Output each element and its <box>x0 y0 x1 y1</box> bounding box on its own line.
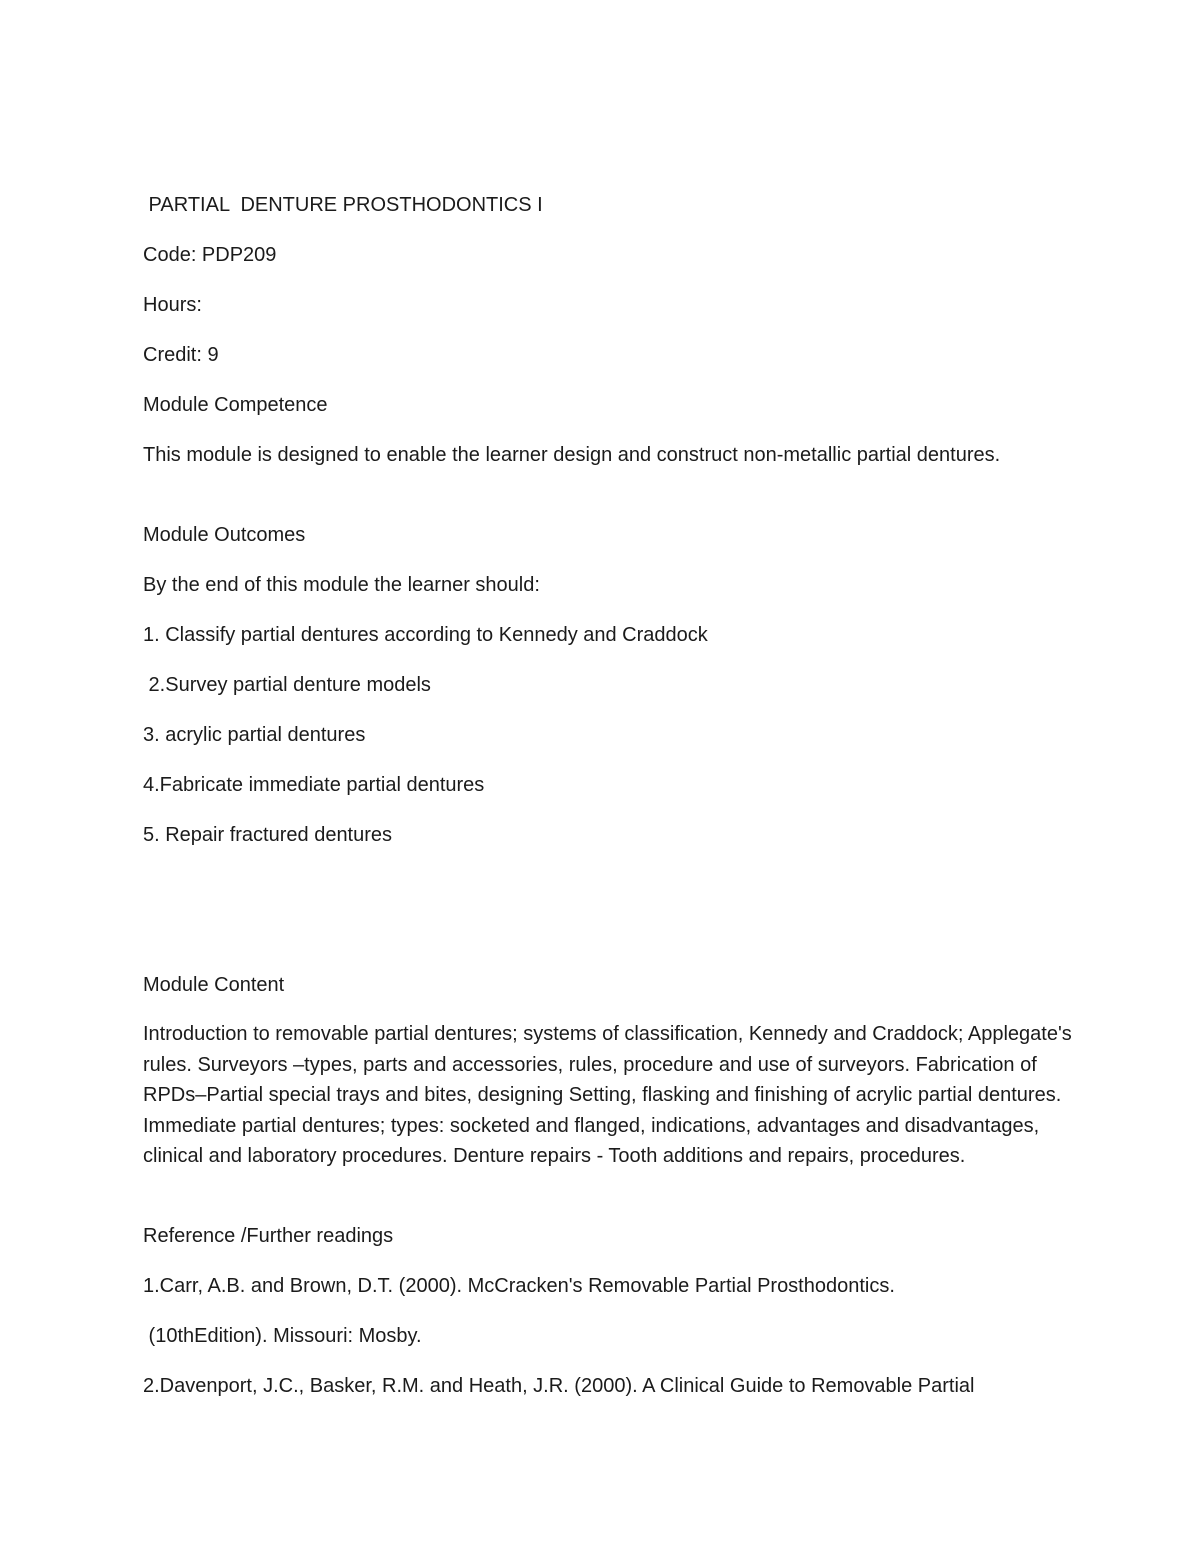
module-title: PARTIAL DENTURE PROSTHODONTICS I <box>143 194 543 216</box>
reference-item: 2.Davenport, J.C., Basker, R.M. and Heath, J.R. (2000). A Clinical Guide to Removable Partial <box>143 1375 975 1397</box>
outcome-item: 5. Repair fractured dentures <box>143 824 393 846</box>
reference-item: 1.Carr, A.B. and Brown, D.T. (2000). McCracken's Removable Partial Prosthodontics. <box>143 1275 895 1297</box>
module-hours: Hours: <box>143 294 202 316</box>
competence-heading: Module Competence <box>143 394 328 416</box>
content-heading: Module Content <box>143 974 285 996</box>
competence-text: This module is designed to enable the learner design and construct non-metallic partial dentures. <box>143 444 1001 466</box>
outcome-item: 1. Classify partial dentures according to Kennedy and Craddock <box>143 624 708 646</box>
module-credit: Credit: 9 <box>143 344 219 366</box>
outcome-item: 4.Fabricate immediate partial dentures <box>143 774 485 796</box>
outcome-item: 2.Survey partial denture models <box>143 674 431 696</box>
references-heading: Reference /Further readings <box>143 1225 394 1247</box>
module-code: Code: PDP209 <box>143 244 277 266</box>
content-text: Introduction to removable partial dentures; systems of classification, Kennedy and Craddock; Applegate's rules. Surveyors –types, parts and accessories, rules, procedure and use of surveyors. Fabrication of RPDs–Partial special trays and bites, designing Setting, flasking and finishing of acrylic partial dentures. Immediate partial dentures; types: socketed and flanged, indications, advantages and disadvantages, clinical and laboratory procedures. Denture repairs - Tooth additions and repairs, procedures. <box>143 1023 1072 1167</box>
outcome-item: 3. acrylic partial dentures <box>143 724 366 746</box>
outcomes-intro: By the end of this module the learner should: <box>143 574 540 596</box>
reference-item: (10thEdition). Missouri: Mosby. <box>143 1325 422 1347</box>
outcomes-heading: Module Outcomes <box>143 524 306 546</box>
